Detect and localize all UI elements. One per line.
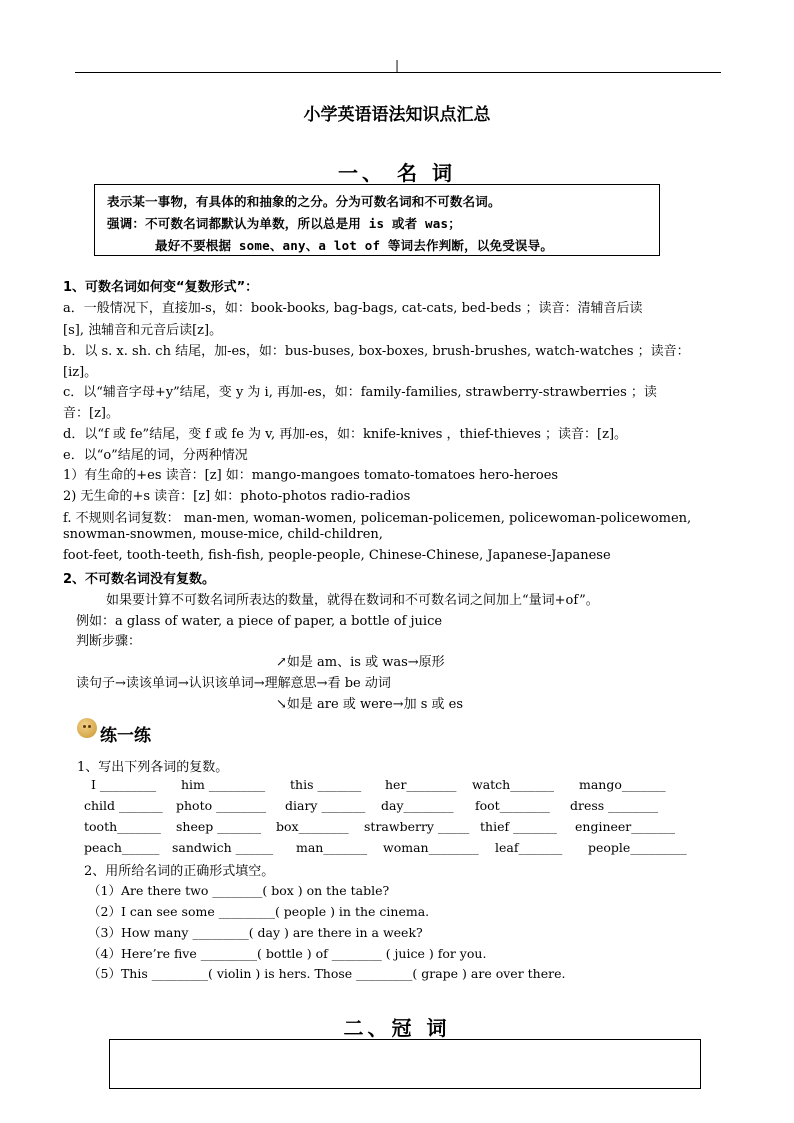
rule-a-line1: a．一般情况下，直接加-s，如：book-books, bag-bags, cat-cats, bed-beds ；读音：清辅音后读 [63, 301, 643, 316]
sentence-2[interactable]: （2）I can see some _________( people ) in the cinema. [88, 904, 430, 919]
question-1: 1、写出下列各词的复数。 [77, 760, 229, 775]
step-down-branch: ↘如是 are 或 were→加 s 或 es [276, 697, 464, 712]
section1-title: 一、 名 词 [338, 161, 456, 185]
step-main: 读句子→读该单词→认识该单词→理解意思→看 be 动词 [76, 676, 391, 691]
blank-item[interactable]: leaf_______ [495, 840, 563, 855]
document-title: 小学英语语法知识点汇总 [303, 105, 491, 125]
blank-item[interactable]: watch_______ [472, 777, 554, 792]
part2-text: 如果要计算不可数名词所表达的数量，就得在数词和不可数名词之间加上“量词+of”。 [106, 593, 599, 608]
blank-item[interactable]: her________ [385, 777, 457, 792]
section2-title: 二、冠 词 [343, 1016, 451, 1040]
blank-item[interactable]: I _________ [91, 777, 157, 792]
rule-f-line1: f. 不规则名词复数： man-men, woman-women, policeman-policemen, policewoman-policewomen, [63, 511, 692, 526]
blank-item[interactable]: this _______ [290, 777, 362, 792]
blank-item[interactable]: man_______ [296, 840, 368, 855]
definition-line-3: 最好不要根据 some、any、a lot of 等词去作判断，以免受误导。 [155, 238, 554, 253]
rule-b-line2: [iz]。 [63, 365, 98, 380]
header-mark: | [395, 58, 400, 72]
part2-heading: 2、不可数名词没有复数。 [63, 572, 216, 587]
definition-line-1: 表示某一事物，有具体的和抽象的之分。分为可数名词和不可数名词。 [107, 194, 501, 209]
blank-item[interactable]: engineer_______ [575, 819, 676, 834]
blank-item[interactable]: day________ [381, 798, 454, 813]
blank-item[interactable]: dress ________ [570, 798, 659, 813]
rule-f-line2: snowman-snowmen, mouse-mice, child-children, [63, 527, 383, 542]
blank-item[interactable]: sandwich ______ [172, 840, 274, 855]
rule-e2: 2) 无生命的+s 读音：[z] 如：photo-photos radio-radios [63, 489, 411, 504]
blank-item[interactable]: diary _______ [285, 798, 366, 813]
blank-item[interactable]: him _________ [181, 777, 266, 792]
part1-heading: 1、可数名词如何变“复数形式”： [63, 280, 259, 295]
rule-f-line3: foot-feet, tooth-teeth, fish-fish, people-people, Chinese-Chinese, Japanese-Japanese [63, 548, 611, 563]
blank-item[interactable]: sheep _______ [176, 819, 261, 834]
blank-item[interactable]: box________ [276, 819, 349, 834]
blank-item[interactable]: foot________ [475, 798, 550, 813]
rule-c-line2: 音：[z]。 [63, 406, 119, 421]
section2-box [109, 1039, 701, 1089]
sentence-1[interactable]: （1）Are there two ________( box ) on the table? [88, 883, 390, 898]
rule-b-line1: b．以 s. x. sh. ch 结尾，加-es，如：bus-buses, box-boxes, brush-brushes, watch-watches ；读音： [63, 344, 690, 359]
definition-box [94, 184, 660, 256]
blank-item[interactable]: photo ________ [176, 798, 267, 813]
step-up-branch: ↗如是 am、is 或 was→原形 [276, 655, 445, 670]
part2-example: 例如：a glass of water, a piece of paper, a bottle of juice [76, 614, 443, 629]
blank-item[interactable]: woman________ [383, 840, 479, 855]
rule-d: d．以“f 或 fe”结尾，变 f 或 fe 为 v, 再加-es，如：knife-knives ，thief-thieves ；读音：[z]。 [63, 427, 628, 442]
question-2: 2、用所给名词的正确形式填空。 [84, 864, 275, 879]
blank-item[interactable]: peach______ [84, 840, 160, 855]
rule-a-line2: [s], 浊辅音和元音后读[z]。 [63, 323, 223, 338]
blank-item[interactable]: thief _______ [480, 819, 557, 834]
blank-item[interactable]: people_________ [588, 840, 687, 855]
smiley-icon [77, 718, 97, 738]
rule-c-line1: c．以“辅音字母+y”结尾，变 y 为 i, 再加-es，如：family-families, strawberry-strawberries ；读 [63, 385, 657, 400]
steps-label: 判断步骤： [76, 634, 142, 649]
blank-item[interactable]: tooth_______ [84, 819, 161, 834]
header-rule [75, 72, 721, 73]
definition-line-2: 强调：不可数名词都默认为单数，所以总是用 is 或者 was； [107, 216, 461, 231]
sentence-5[interactable]: （5）This _________( violin ) is hers. Those _________( grape ) are over there. [88, 966, 566, 981]
rule-e: e．以“o”结尾的词，分两种情况 [63, 448, 248, 463]
practice-title: 练一练 [100, 726, 151, 746]
sentence-4[interactable]: （4）Here’re five _________( bottle ) of ________ ( juice ) for you. [88, 946, 487, 961]
rule-e1: 1）有生命的+es 读音：[z] 如：mango-mangoes tomato-tomatoes hero-heroes [63, 468, 559, 483]
blank-item[interactable]: child _______ [84, 798, 163, 813]
sentence-3[interactable]: （3）How many _________( day ) are there in a week? [88, 925, 423, 940]
blank-item[interactable]: strawberry _____ [364, 819, 470, 834]
blank-item[interactable]: mango_______ [579, 777, 666, 792]
